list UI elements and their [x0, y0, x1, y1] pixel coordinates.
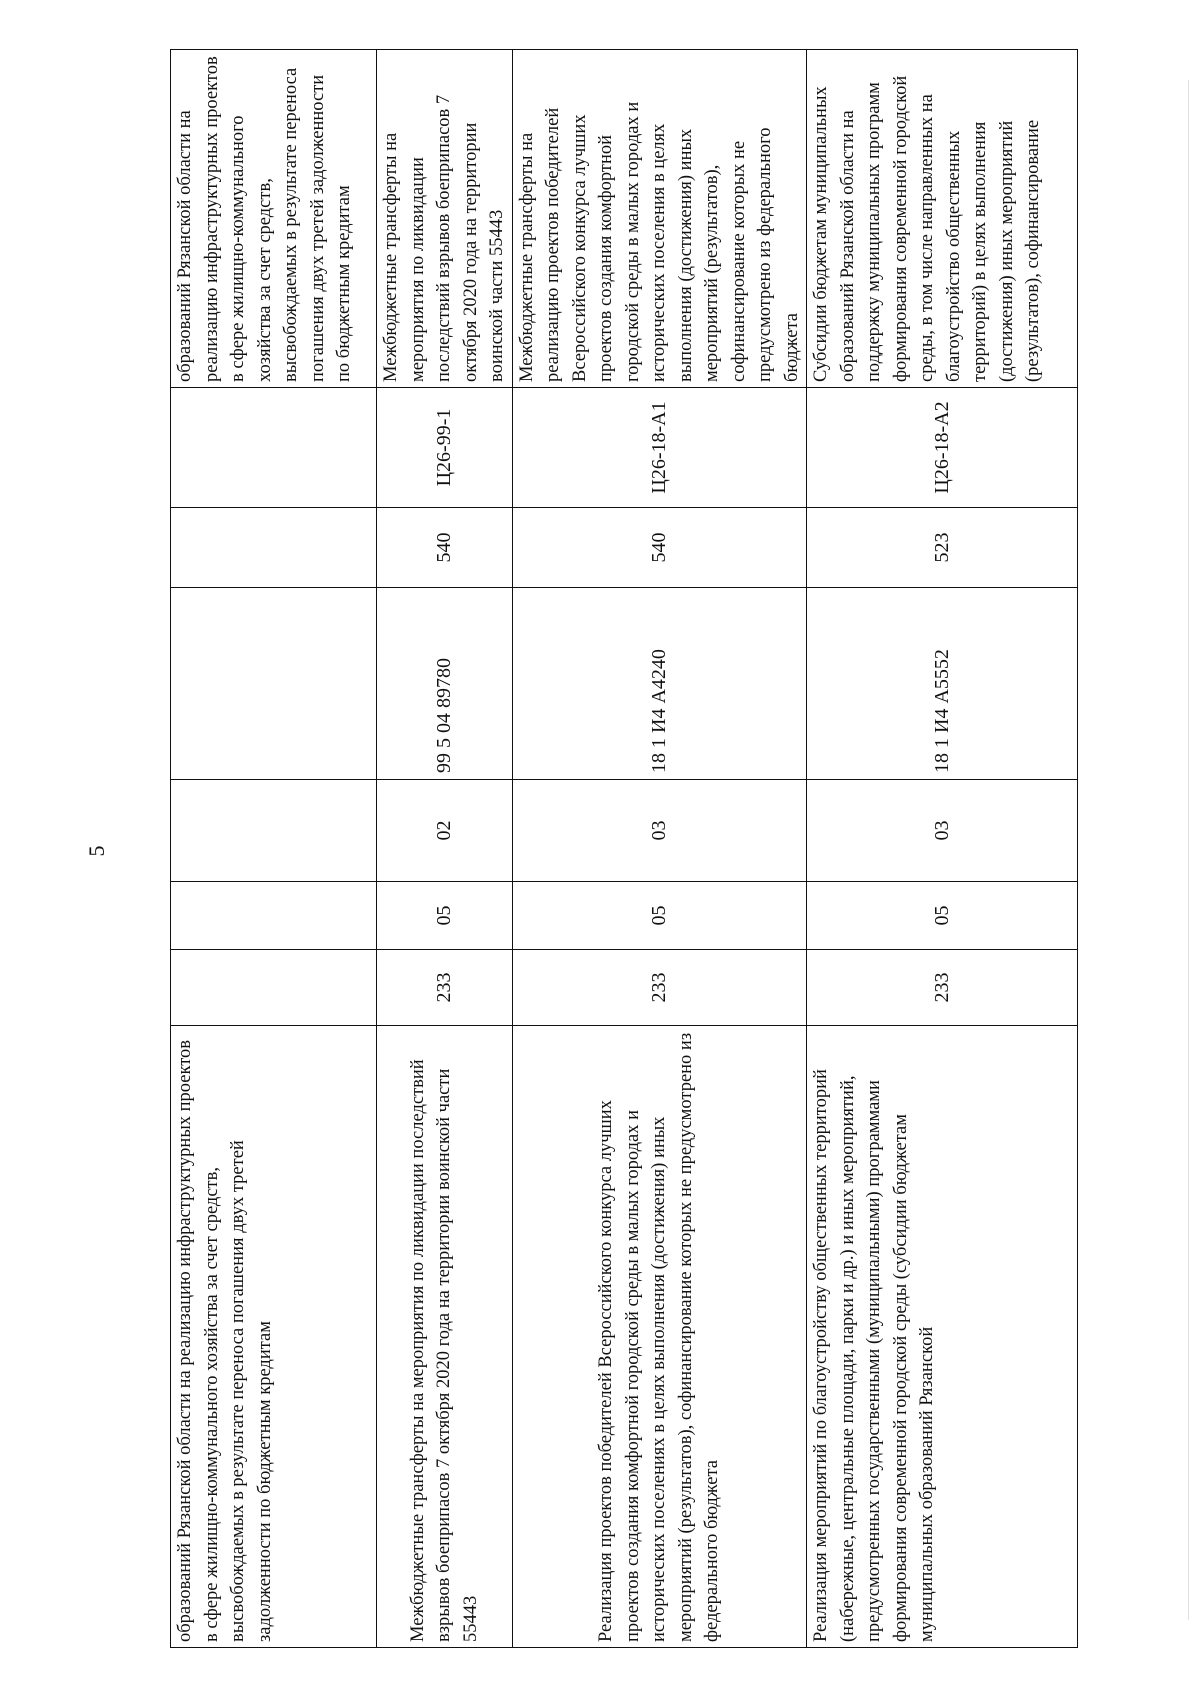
row-csr-cell [171, 588, 377, 780]
row-pr-cell: 03 [807, 780, 1078, 882]
row-vr-cell [171, 508, 377, 588]
row-name-cell: Реализация мероприятий по благоустройству общественных территорий (набережные, центральные площади, парки и др.) и иных мероприятий, предусмотренных государственными (муниципальными) программами формирования современной городской среды (субсидии бюджетам муниципальных образований Рязанской [807, 1026, 1078, 1648]
row-vr-cell: 523 [807, 508, 1078, 588]
row-csr-cell: 18 1 И4 А4240 [512, 588, 807, 780]
row-desc-cell: Межбюджетные трансферты на мероприятия по ликвидации последствий взрывов боеприпасов 7 октября 2020 года на территории воинской части 55443 [377, 50, 513, 388]
scan-artifact-line [1188, 80, 1189, 1620]
row-grbs-cell: 233 [807, 950, 1078, 1026]
row-desc-cell: Субсидии бюджетам муниципальных образований Рязанской области на поддержку муниципальных программ формирования современной городской среды, в том числе направленных на благоустройство общественных территорий) в целях выполнения (достижения) иных мероприятий (результатов), софинансирование [807, 50, 1078, 388]
row-name-cell: образований Рязанской области на реализацию инфраструктурных проектов в сфере жилищно-коммунального хозяйства за счет средств, высвобождаемых в результате переноса погашения двух третей задолженности по бюджетным кредитам [171, 1026, 377, 1648]
row-grbs-cell [171, 950, 377, 1026]
row-grbs-cell: 233 [512, 950, 807, 1026]
row-pr-cell: 02 [377, 780, 513, 882]
row-code-cell: Ц26-18-А2 [807, 388, 1078, 508]
rotated-table-container [170, 50, 1055, 1648]
budget-table [170, 49, 1078, 1648]
page-number: 5 [84, 845, 109, 857]
row-desc-cell: Межбюджетные трансферты на реализацию проектов победителей Всероссийского конкурса лучших проектов создания комфортной городской среды в малых городах и исторических поселения в целях выполнения (достижения) иных мероприятий (результатов), софинансирование которых не предусмотрено из федерального бюджета [512, 50, 807, 388]
table-row [377, 50, 513, 1648]
row-code-cell: Ц26-18-А1 [512, 388, 807, 508]
row-csr-cell: 18 1 И4 А5552 [807, 588, 1078, 780]
row-pr-cell: 03 [512, 780, 807, 882]
row-desc-cell: образований Рязанской области на реализацию инфраструктурных проектов в сфере жилищно-коммунального хозяйства за счет средств, высвобождаемых в результате переноса погашения двух третей задолженности по бюджетным кредитам [171, 50, 377, 388]
row-code-cell: Ц26-99-1 [377, 388, 513, 508]
row-name-cell: Реализация проектов победителей Всероссийского конкурса лучших проектов создания комфортной городской среды в малых городах и исторических поселениях в целях выполнения (достижения) иных мероприятий (результатов), софинансирование которых не предусмотрено из федерального бюджета [512, 1026, 807, 1648]
row-rz-cell: 05 [807, 882, 1078, 950]
row-rz-cell: 05 [512, 882, 807, 950]
row-pr-cell [171, 780, 377, 882]
row-csr-cell: 99 5 04 89780 [377, 588, 513, 780]
row-vr-cell: 540 [512, 508, 807, 588]
row-rz-cell [171, 882, 377, 950]
row-vr-cell: 540 [377, 508, 513, 588]
table-row [807, 50, 1078, 1648]
table-row [512, 50, 807, 1648]
row-code-cell [171, 388, 377, 508]
row-rz-cell: 05 [377, 882, 513, 950]
row-grbs-cell: 233 [377, 950, 513, 1026]
row-name-cell: Межбюджетные трансферты на мероприятия по ликвидации последствий взрывов боеприпасов 7 октября 2020 года на территории воинской части 55443 [377, 1026, 513, 1648]
table-row [171, 50, 377, 1648]
